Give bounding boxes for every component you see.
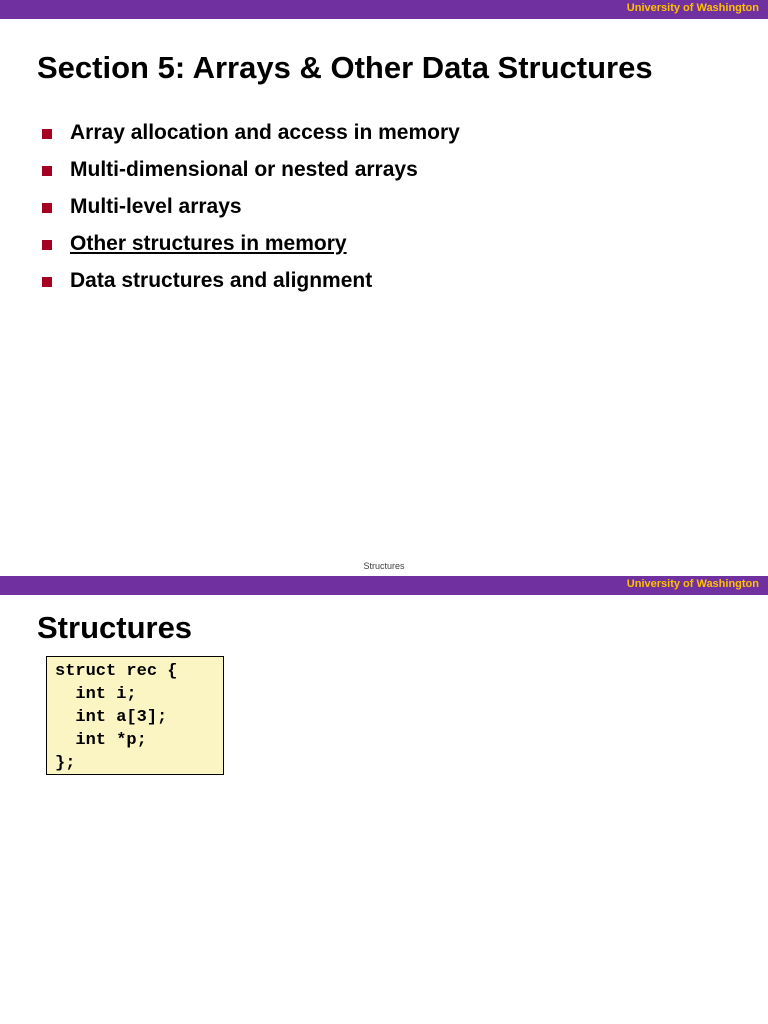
- bullet-list: [42, 116, 460, 301]
- header-bar: [0, 0, 768, 19]
- bullet-item: [42, 264, 460, 301]
- bullet-text: Other structures in memory: [70, 232, 347, 255]
- institution-label: University of Washington: [626, 2, 759, 14]
- bullet-item: [42, 153, 460, 190]
- bullet-text: Data structures and alignment: [70, 269, 373, 292]
- bullet-item-current: [42, 227, 460, 264]
- bullet-item: [42, 116, 460, 153]
- square-bullet-icon: [42, 129, 52, 139]
- bullet-item: [42, 190, 460, 227]
- code-block: [46, 656, 224, 775]
- slide-title: Structures: [37, 610, 193, 645]
- code-line: struct rec {: [55, 662, 178, 681]
- code-line: int a[3];: [55, 708, 168, 727]
- code-line: };: [55, 754, 76, 773]
- square-bullet-icon: [42, 203, 52, 213]
- slide-footer: Structures: [363, 561, 405, 571]
- bullet-text: Multi-dimensional or nested arrays: [70, 158, 418, 181]
- square-bullet-icon: [42, 240, 52, 250]
- slide-title: Section 5: Arrays & Other Data Structures: [37, 50, 653, 85]
- bullet-text: Multi-level arrays: [70, 195, 242, 218]
- code-line: int *p;: [55, 731, 147, 750]
- code-line: int i;: [55, 685, 137, 704]
- bullet-text: Array allocation and access in memory: [70, 121, 460, 144]
- square-bullet-icon: [42, 166, 52, 176]
- slide-structures: [0, 576, 768, 1024]
- square-bullet-icon: [42, 277, 52, 287]
- header-bar: [0, 576, 768, 595]
- institution-label: University of Washington: [626, 578, 759, 590]
